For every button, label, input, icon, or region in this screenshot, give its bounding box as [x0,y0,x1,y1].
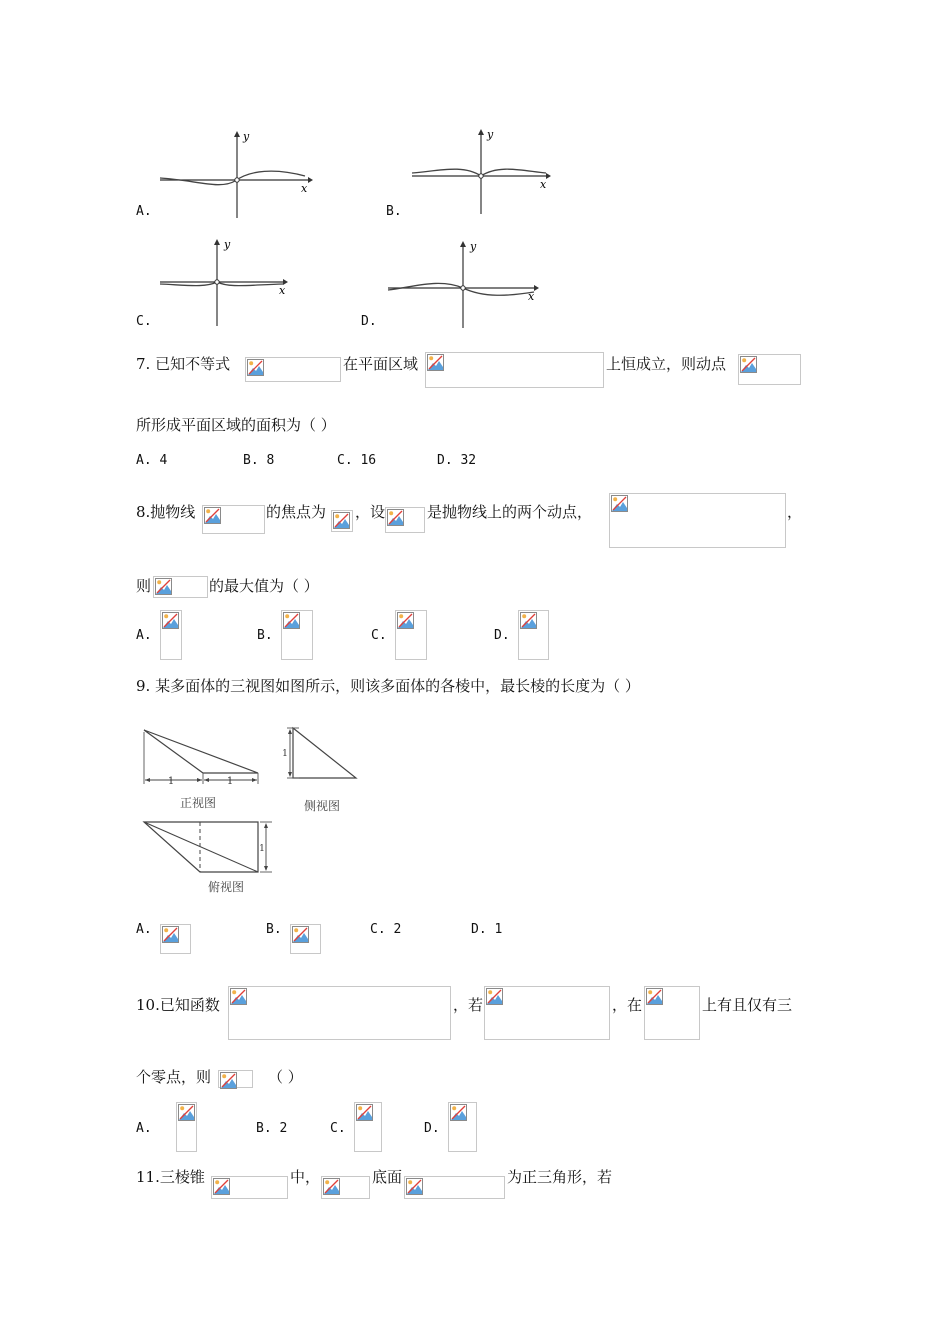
broken-image-icon [520,612,537,629]
x-axis-label: x [540,178,547,191]
q9-option-a: A. [136,922,152,937]
broken-image-icon [333,512,350,529]
side-dim-1: 1 [282,749,288,759]
broken-image-icon [220,1072,237,1089]
q7-inequality-image [245,357,341,382]
broken-image-icon [387,509,404,526]
q9-option-c: C. 2 [370,922,402,937]
q8-mid2: ，设 [355,503,386,521]
broken-image-icon [155,578,172,595]
q8-option-c-image [395,610,427,660]
q8-condition-image [609,493,786,548]
x-axis-label: x [528,290,535,303]
q10-option-c-image [354,1102,382,1152]
graph-option-c [155,236,295,328]
q11-base-image [404,1176,505,1199]
q9-option-d: D. 1 [471,922,503,937]
q9-text: 9. 某多面体的三视图如图所示，则该多面体的各棱中，最长棱的长度为（ ） [136,677,640,695]
q7-option-b: B. 8 [243,453,275,468]
broken-image-icon [230,988,247,1005]
q10-option-c: C. [330,1121,346,1136]
q8-option-a: A. [136,628,152,643]
q8-points-image [385,507,425,533]
q10-option-b: B. 2 [256,1121,288,1136]
broken-image-icon [397,612,414,629]
front-dim-1-right: 1 [226,776,234,787]
y-axis-label: y [224,238,231,251]
graph-option-d [384,238,544,330]
broken-image-icon [740,356,757,373]
broken-image-icon [323,1178,340,1195]
q8-comma: ， [787,503,803,521]
y-axis-label: y [487,128,494,141]
q7-option-a: A. 4 [136,453,168,468]
q8-parabola-image [202,505,265,534]
q8-option-d: D. [494,628,510,643]
side-view-caption: 侧视图 [303,799,341,813]
three-view-diagram [138,718,370,900]
q10-line2-prefix: 个零点，则 [136,1068,212,1086]
front-view-caption: 正视图 [179,796,217,810]
top-dim-1: 1 [259,844,265,854]
q7-mid1: 在平面区域 [343,355,419,373]
q8-option-b: B. [257,628,273,643]
q9-option-b: B. [266,922,282,937]
q8-ratio-image [153,576,208,598]
q9-option-a-image [160,924,191,954]
y-axis-label: y [470,240,477,253]
q10-option-a-image [176,1102,197,1152]
q11-mid3: 为正三角形，若 [507,1168,613,1186]
q10-mid3: 上有且仅有三 [702,996,793,1014]
broken-image-icon [162,612,179,629]
graph-option-b [408,126,558,216]
q10-mid2: ，在 [612,996,643,1014]
q10-prefix: 10.已知函数 [136,996,220,1014]
q10-line2-suffix: （ ） [268,1068,303,1086]
broken-image-icon [486,988,503,1005]
x-axis-label: x [301,182,308,195]
q8-line2-suffix: 的最大值为（ ） [209,577,319,595]
q8-mid3: 是抛物线上的两个动点， [427,503,593,521]
option-a-label: A. [136,204,152,219]
q8-mid1: 的焦点为 [266,503,327,521]
broken-image-icon [283,612,300,629]
q10-omega-image [218,1070,253,1088]
q8-option-c: C. [371,628,387,643]
option-d-label: D. [361,314,377,329]
broken-image-icon [427,354,444,371]
q11-mid1: 中， [290,1168,321,1186]
q8-option-b-image [281,610,313,660]
top-view-caption: 俯视图 [207,880,245,894]
q7-option-d: D. 32 [437,453,477,468]
q9-option-b-image [290,924,321,954]
q8-focus-image [331,510,353,532]
q8-prefix: 8.抛物线 [136,503,196,521]
q10-function-image [228,986,451,1040]
q10-interval-image [644,986,700,1040]
broken-image-icon [213,1178,230,1195]
q10-option-a: A. [136,1121,152,1136]
broken-image-icon [406,1178,423,1195]
q11-prefix: 11.三棱锥 [136,1168,205,1186]
q7-mid2: 上恒成立，则动点 [606,355,727,373]
q7-region-image [425,352,604,388]
q8-option-d-image [518,610,549,660]
broken-image-icon [356,1104,373,1121]
q7-option-c: C. 16 [337,453,377,468]
q7-line2: 所形成平面区域的面积为（ ） [136,416,336,434]
option-b-label: B. [386,204,402,219]
q11-mid2: 底面 [372,1168,403,1186]
option-c-label: C. [136,314,152,329]
q10-option-d: D. [424,1121,440,1136]
q11-perp-image [321,1176,370,1199]
broken-image-icon [292,926,309,943]
x-axis-label: x [279,284,286,297]
broken-image-icon [162,926,179,943]
front-dim-1-left: 1 [167,776,175,787]
q7-prefix: 7. 已知不等式 [136,355,231,373]
q10-condition-image [484,986,610,1040]
broken-image-icon [178,1104,195,1121]
q10-option-d-image [448,1102,477,1152]
broken-image-icon [247,359,264,376]
broken-image-icon [646,988,663,1005]
q8-line2-prefix: 则 [136,577,152,595]
q8-option-a-image [160,610,182,660]
q10-mid1: ，若 [453,996,484,1014]
broken-image-icon [204,507,221,524]
q7-point-image [738,354,801,385]
broken-image-icon [611,495,628,512]
y-axis-label: y [243,130,250,143]
q11-pyramid-image [211,1176,288,1199]
graph-option-a [155,128,315,220]
broken-image-icon [450,1104,467,1121]
